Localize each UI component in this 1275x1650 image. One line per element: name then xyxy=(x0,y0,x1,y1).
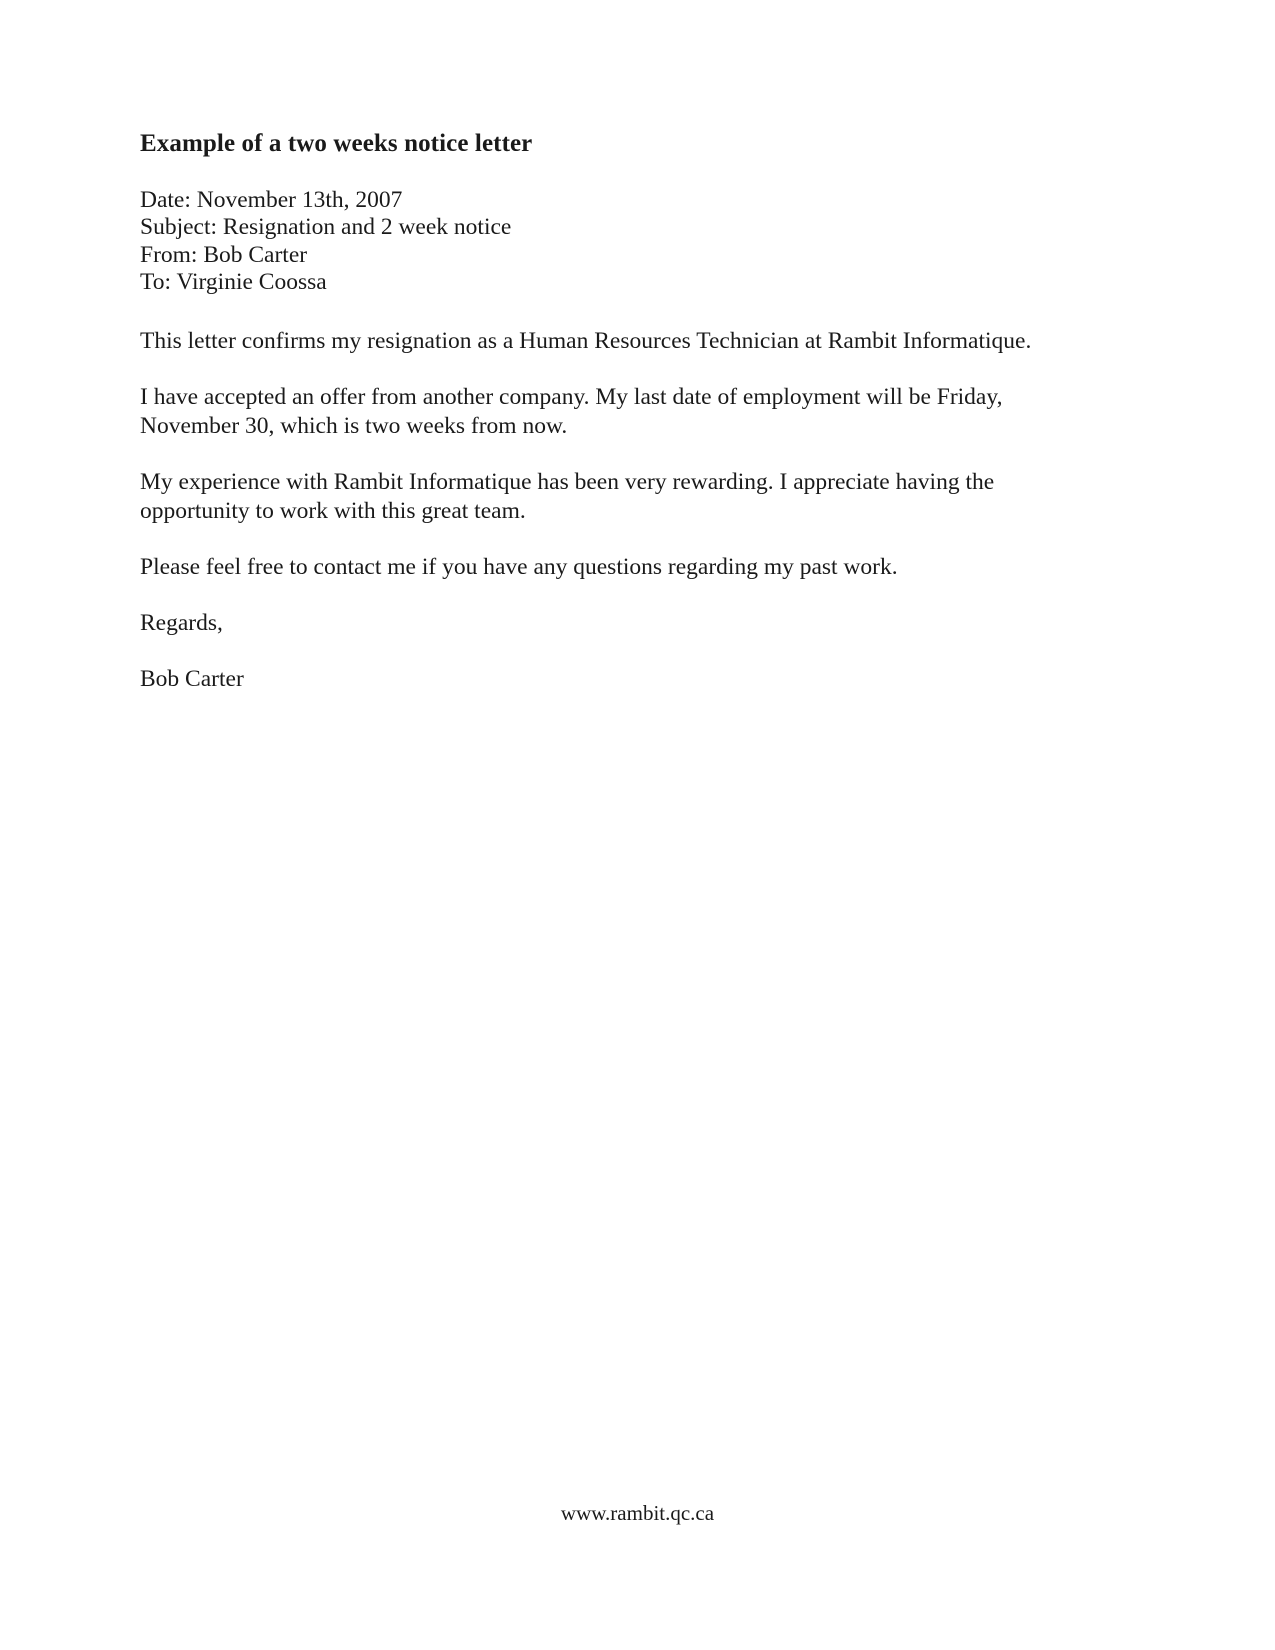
letter-header-block xyxy=(140,187,1070,297)
closing-salutation: Regards, xyxy=(140,609,223,636)
header-line-subject: Subject: Resignation and 2 week notice xyxy=(140,214,512,240)
header-line-to: To: Virginie Coossa xyxy=(140,269,327,295)
signature-name: Bob Carter xyxy=(140,665,244,692)
paragraph-last-date: I have accepted an offer from another company. My last date of employment will be Friday, November 30, which is two weeks from now. xyxy=(140,383,1003,439)
paragraph-resignation-statement: This letter confirms my resignation as a Human Resources Technician at Rambit Informatique. xyxy=(140,327,1032,354)
page-title: Example of a two weeks notice letter xyxy=(140,130,533,157)
header-line-date: Date: November 13th, 2007 xyxy=(140,186,403,213)
paragraph-contact: Please feel free to contact me if you have any questions regarding my past work. xyxy=(140,553,898,580)
paragraph-experience: My experience with Rambit Informatique has been very rewarding. I appreciate having the opportunity to work with this great team. xyxy=(140,468,995,524)
header-line-from: From: Bob Carter xyxy=(140,241,308,268)
footer-website-url: www.rambit.qc.ca xyxy=(560,1501,715,1525)
letter-content xyxy=(140,128,1070,694)
page-footer xyxy=(0,1500,1275,1526)
